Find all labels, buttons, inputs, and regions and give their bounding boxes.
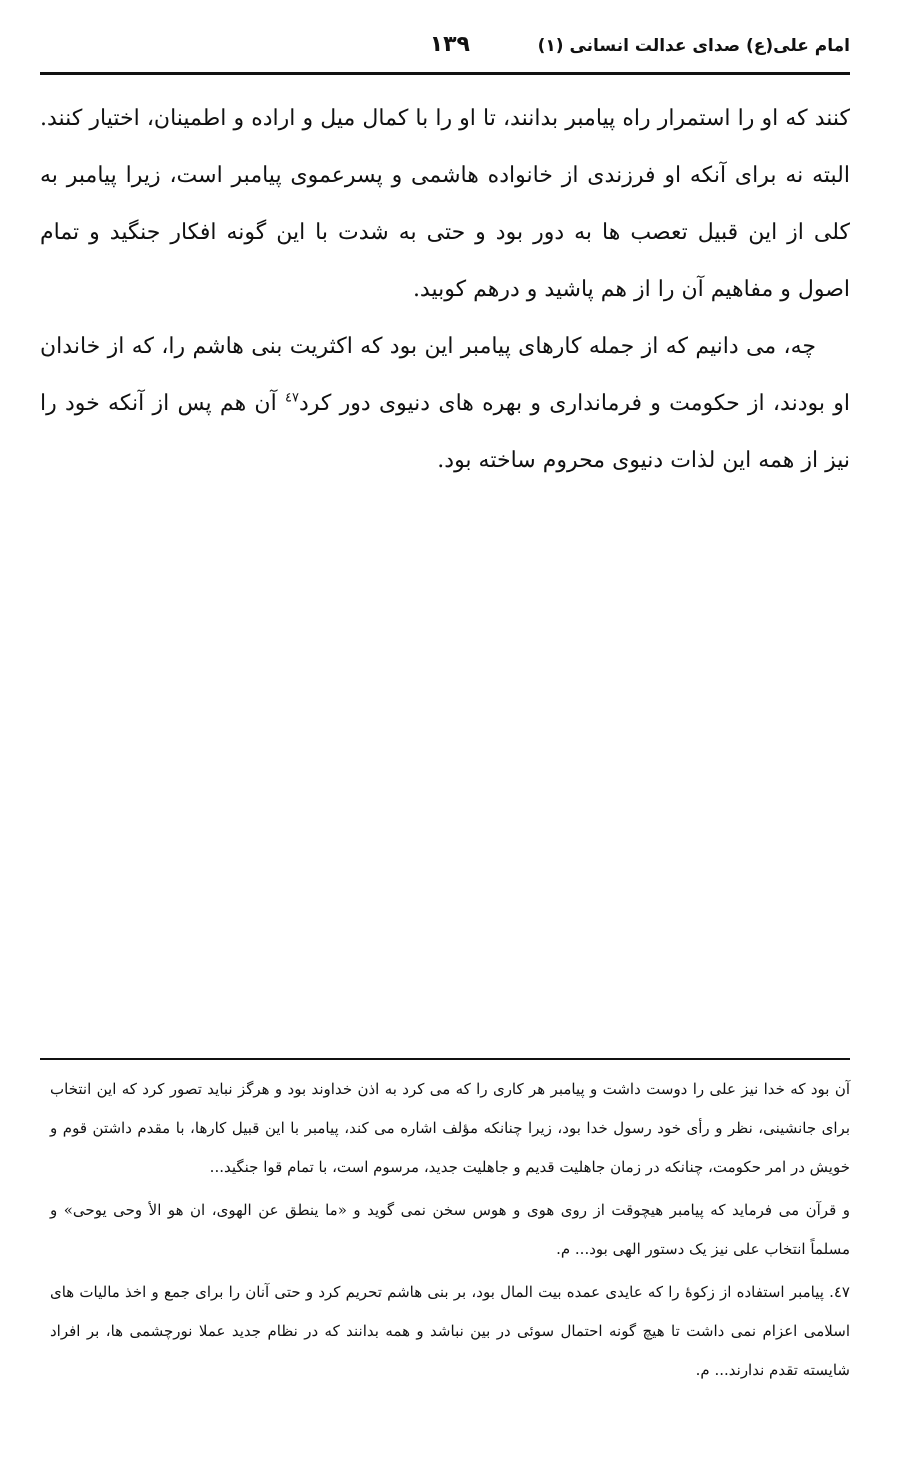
footnote-marker[interactable]: ٤٧ bbox=[284, 390, 299, 406]
page-number: ۱۳۹ bbox=[429, 32, 470, 57]
footnote-continued: آن بود که خدا نیز علی را دوست داشت و پیامبر هر کاری را که می کرد به اذن خداوند بود و هرگز نباید تصور کرد که این انتخاب برای جانشینی، نظر و رأی خود رسول خدا بود، زیرا چنانکه مؤلف اشاره می کند، پیامبر با این قبیل کارها، با مقدم داشتن قوم و خویش در امر حکومت، چنانکه در زمان جاهلیت قدیم و جاهلیت جدید، مرسوم است، با تمام قوا جنگید... bbox=[50, 1080, 850, 1176]
book-title: امام علی(ع) صدای عدالت انسانی (۱) bbox=[537, 36, 850, 56]
header-divider bbox=[40, 72, 850, 75]
footnote-47: ٤٧. پیامبر استفاده از زکوۀ را که عایدی عمده بیت المال بود، بر بنی هاشم تحریم کرد و حتی آنان را برای جمع و اخذ مالیات های اسلامی اعزام نمی داشت تا هیچ گونه احتمال سوئی در بین نباشد و همه بدانند که در نظام جدید عملا نورچشمی ها، بر افراد شایسته تقدم ندارند... م. bbox=[50, 1283, 850, 1379]
paragraph: کنند که او را استمرار راه پیامبر بدانند، تا او را با کمال میل و اراده و اطمینان، اختیار کنند. البته نه برای آنکه او فرزندی از خانواده هاشمی و پسرعموی پیامبر است، زیرا پیامبر به کلی از این قبیل تعصب ها به دور بود و حتی به شدت با این گونه افکار جنگید و تمام اصول و مفاهیم آن را از هم پاشید و درهم کوبید. bbox=[40, 106, 850, 302]
paragraph-text: چه، می دانیم که از جمله کارهای پیامبر این بود که اکثریت بنی هاشم را، که از خاندان او بودند، از حکومت و فرمانداری و بهره های دنیوی دور کرد bbox=[40, 334, 850, 416]
main-text bbox=[40, 90, 850, 489]
running-header bbox=[40, 30, 850, 70]
paragraph bbox=[40, 318, 850, 489]
paragraph-text: آن هم پس از آنکه خود را نیز از همه این لذات دنیوی محروم ساخته بود. bbox=[40, 391, 850, 473]
footnote-continued: و قرآن می فرماید که پیامبر هیچوقت از روی هوی و هوس سخن نمی گوید و «ما ینطق عن الهوی، ان هو الأ وحی یوحی» و مسلماً انتخاب علی نیز یک دستور الهی بود... م. bbox=[50, 1201, 850, 1258]
footnotes bbox=[50, 1070, 850, 1390]
footnote-divider bbox=[40, 1058, 850, 1060]
